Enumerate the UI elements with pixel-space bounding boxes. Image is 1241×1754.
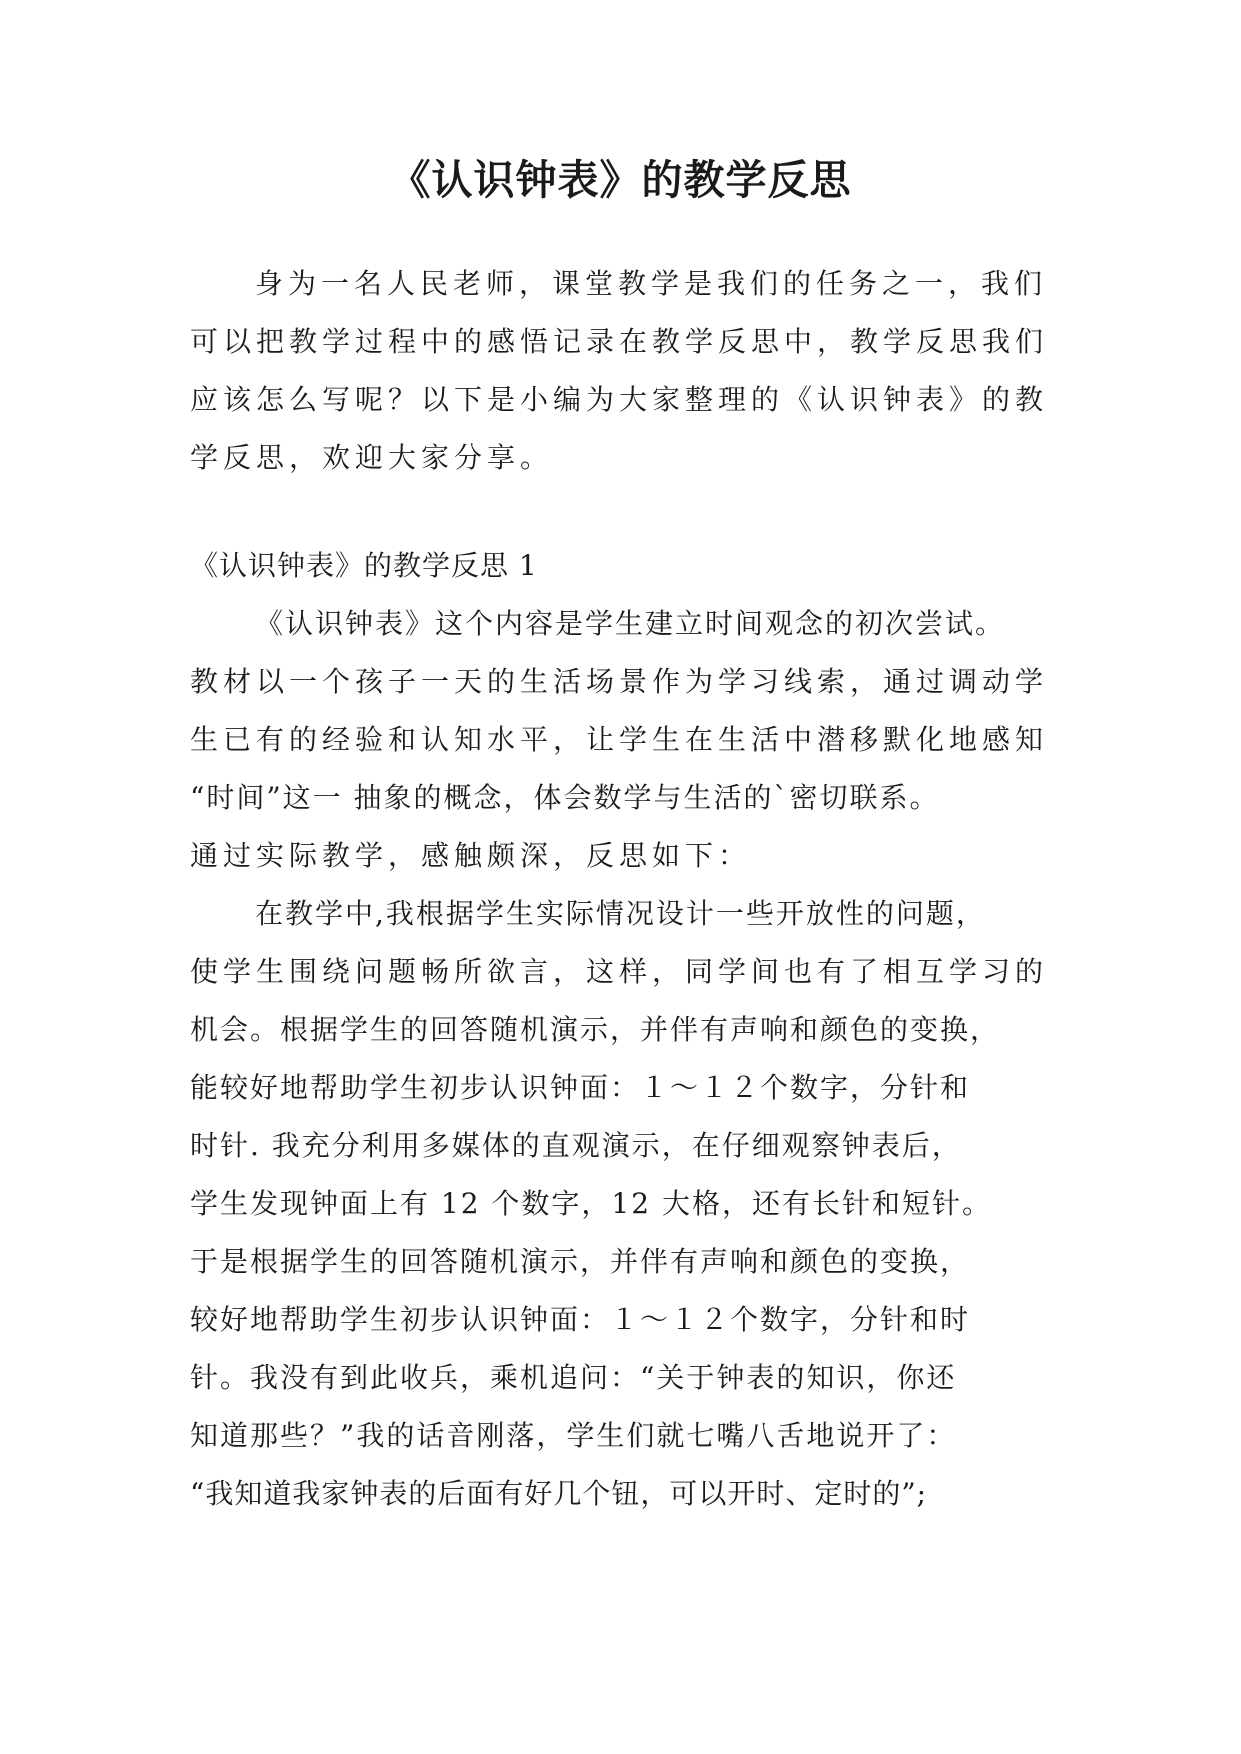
- intro-line: 可以把教学过程中的感悟记录在教学反思中，教学反思我们: [190, 325, 1049, 358]
- body-line: 知道那些？”我的话音刚落，学生们就七嘴八舌地说开了：: [190, 1419, 957, 1452]
- body-line: “我知道我家钟表的后面有好几个钮，可以开时、定时的”;: [190, 1477, 928, 1510]
- body-line: 机会。根据学生的回答随机演示，并伴有声响和颜色的变换，: [190, 1013, 1001, 1046]
- intro-line: 身为一名人民老师，课堂教学是我们的任务之一，我们: [255, 267, 1048, 300]
- body-line: 针。我没有到此收兵，乘机追问：“关于钟表的知识，你还: [190, 1361, 957, 1394]
- body-line: 在教学中,我根据学生实际情况设计一些开放性的问题，: [255, 897, 986, 930]
- body-line: 较好地帮助学生初步认识钟面：１～１２个数字，分针和时: [190, 1303, 971, 1336]
- body-line: 使学生围绕问题畅所欲言，这样，同学间也有了相互学习的: [190, 955, 1049, 988]
- document-title: 《认识钟表》的教学反思: [389, 156, 852, 204]
- body-line: 学生发现钟面上有 12 个数字，12 大格，还有长针和短针。: [190, 1187, 992, 1220]
- section-heading: 《认识钟表》的教学反思 1: [190, 549, 538, 582]
- body-line: 《认识钟表》这个内容是学生建立时间观念的初次尝试。: [255, 607, 1006, 640]
- body-line: 于是根据学生的回答随机演示，并伴有声响和颜色的变换，: [190, 1245, 971, 1278]
- body-line: 通过实际教学，感触颇深，反思如下：: [190, 839, 752, 872]
- intro-line: 学反思，欢迎大家分享。: [190, 441, 554, 474]
- intro-line: 应该怎么写呢？以下是小编为大家整理的《认识钟表》的教: [190, 383, 1049, 416]
- body-line: 教材以一个孩子一天的生活场景作为学习线索，通过调动学: [190, 665, 1049, 698]
- body-line: 生已有的经验和认知水平，让学生在生活中潜移默化地感知: [190, 723, 1049, 756]
- body-line: 时针. 我充分利用多媒体的直观演示，在仔细观察钟表后，: [190, 1129, 962, 1162]
- body-line: 能较好地帮助学生初步认识钟面：１～１２个数字，分针和: [190, 1071, 971, 1104]
- body-line: “时间”这一 抽象的概念，体会数学与生活的`密切联系。: [190, 781, 940, 814]
